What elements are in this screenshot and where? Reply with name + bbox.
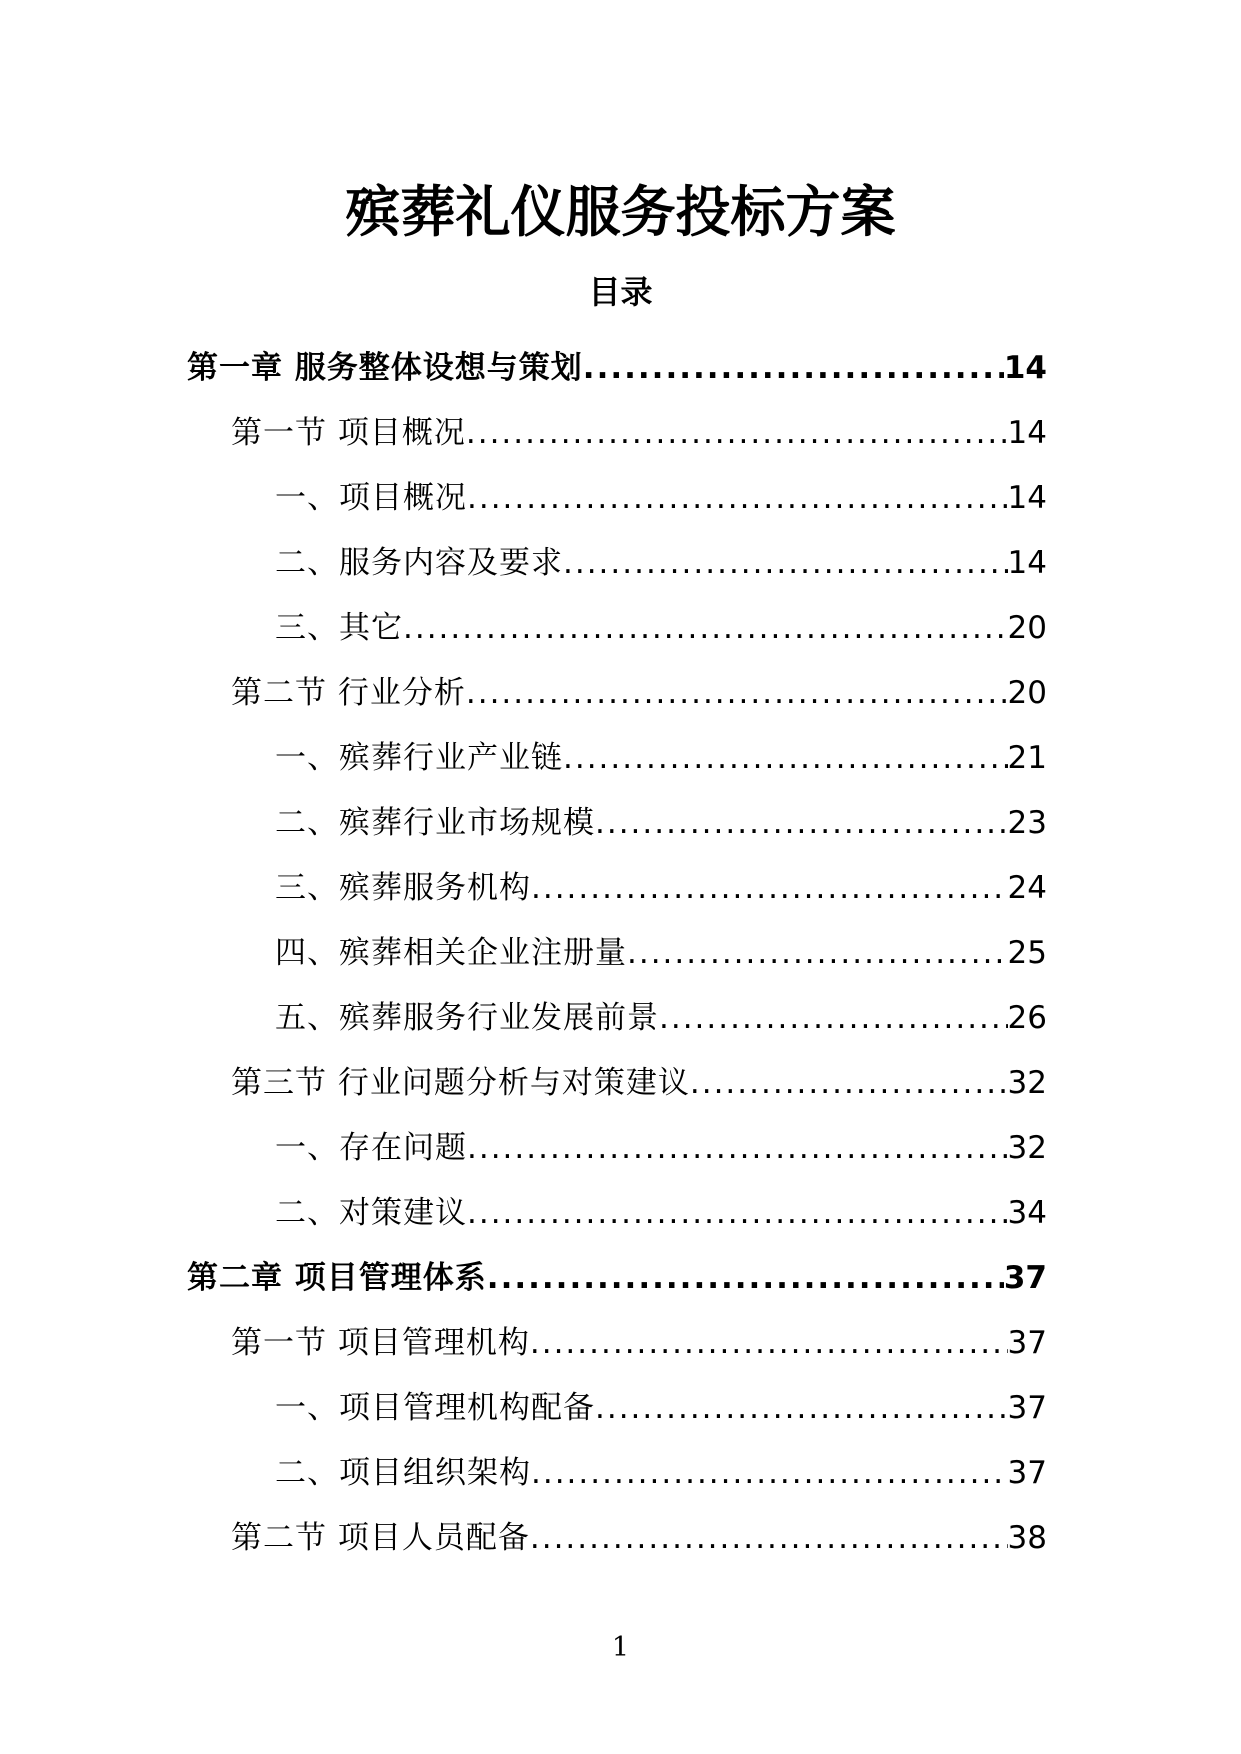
toc-dot-leader bbox=[531, 856, 1008, 921]
toc-entry-section[interactable] bbox=[187, 1311, 1047, 1376]
toc-entry-subsection[interactable] bbox=[187, 466, 1047, 531]
toc-dot-leader bbox=[403, 596, 1008, 661]
toc-entry-page: 24 bbox=[1007, 870, 1047, 906]
toc-entry-subsection[interactable] bbox=[187, 791, 1047, 856]
toc-entry-page: 21 bbox=[1007, 740, 1047, 776]
document-title: 殡葬礼仪服务投标方案 bbox=[345, 180, 896, 244]
toc-dot-leader bbox=[627, 921, 1008, 986]
toc-entry-title: 二、对策建议 bbox=[275, 1195, 467, 1231]
toc-dot-leader bbox=[466, 401, 1008, 466]
toc-dot-leader bbox=[583, 336, 1004, 401]
toc-entry-title: 三、殡葬服务机构 bbox=[275, 870, 531, 906]
toc-entry-page: 32 bbox=[1007, 1130, 1047, 1166]
toc-entry-page: 14 bbox=[1007, 415, 1047, 451]
toc-entry-title: 四、殡葬相关企业注册量 bbox=[275, 935, 627, 971]
toc-entry-subsection[interactable] bbox=[187, 1181, 1047, 1246]
toc-dot-leader bbox=[467, 1116, 1008, 1181]
toc-entry-title: 第二章 项目管理体系 bbox=[187, 1260, 487, 1296]
toc-entry-title: 二、项目组织架构 bbox=[275, 1455, 531, 1491]
toc-entry-page: 37 bbox=[1003, 1260, 1047, 1296]
toc-dot-leader bbox=[563, 726, 1008, 791]
toc-entry-title: 第三节 行业问题分析与对策建议 bbox=[231, 1065, 690, 1101]
toc-entry-page: 26 bbox=[1007, 1000, 1047, 1036]
toc-entry-subsection[interactable] bbox=[187, 596, 1047, 661]
toc-entry-subsection[interactable] bbox=[187, 1116, 1047, 1181]
toc-entry-subsection[interactable] bbox=[187, 921, 1047, 986]
toc-entry-title: 五、殡葬服务行业发展前景 bbox=[275, 1000, 659, 1036]
toc-dot-leader bbox=[530, 1506, 1008, 1571]
toc-dot-leader bbox=[595, 791, 1008, 856]
toc-dot-leader bbox=[659, 986, 1008, 1051]
toc-entry-title: 一、项目概况 bbox=[275, 480, 467, 516]
toc-entry-subsection[interactable] bbox=[187, 1441, 1047, 1506]
toc-entry-section[interactable] bbox=[187, 401, 1047, 466]
toc-entry-title: 第二节 行业分析 bbox=[231, 675, 466, 711]
toc-dot-leader bbox=[487, 1246, 1004, 1311]
toc-dot-leader bbox=[467, 466, 1008, 531]
toc-entry-title: 一、存在问题 bbox=[275, 1130, 467, 1166]
toc-entry-page: 25 bbox=[1007, 935, 1047, 971]
toc-entry-page: 20 bbox=[1007, 610, 1047, 646]
toc-entry-title: 三、其它 bbox=[275, 610, 403, 646]
toc-entry-subsection[interactable] bbox=[187, 531, 1047, 596]
toc-entry-section[interactable] bbox=[187, 661, 1047, 726]
toc-entry-chapter[interactable] bbox=[187, 336, 1047, 401]
toc-dot-leader bbox=[531, 1441, 1008, 1506]
toc-dot-leader bbox=[595, 1376, 1008, 1441]
toc-entry-page: 14 bbox=[1007, 480, 1047, 516]
toc-entry-page: 37 bbox=[1007, 1455, 1047, 1491]
toc-entry-title: 二、殡葬行业市场规模 bbox=[275, 805, 595, 841]
toc-dot-leader bbox=[530, 1311, 1008, 1376]
toc-dot-leader bbox=[563, 531, 1008, 596]
toc-entry-subsection[interactable] bbox=[187, 986, 1047, 1051]
toc-entry-title: 第二节 项目人员配备 bbox=[231, 1520, 530, 1556]
toc-entry-page: 14 bbox=[1007, 545, 1047, 581]
toc-entry-subsection[interactable] bbox=[187, 1376, 1047, 1441]
toc-entry-page: 20 bbox=[1007, 675, 1047, 711]
toc-heading: 目录 bbox=[588, 273, 653, 311]
toc-entry-section[interactable] bbox=[187, 1506, 1047, 1571]
toc-entry-page: 23 bbox=[1007, 805, 1047, 841]
toc-entry-section[interactable] bbox=[187, 1051, 1047, 1116]
toc-entry-page: 37 bbox=[1007, 1325, 1047, 1361]
toc-entry-subsection[interactable] bbox=[187, 726, 1047, 791]
toc-dot-leader bbox=[467, 1181, 1008, 1246]
toc-entry-page: 34 bbox=[1007, 1195, 1047, 1231]
toc-entry-page: 38 bbox=[1007, 1520, 1047, 1556]
toc-entry-chapter[interactable] bbox=[187, 1246, 1047, 1311]
toc-entry-page: 37 bbox=[1007, 1390, 1047, 1426]
toc-entry-page: 14 bbox=[1003, 350, 1047, 386]
toc-entry-title: 二、服务内容及要求 bbox=[275, 545, 563, 581]
toc-entry-page: 32 bbox=[1007, 1065, 1047, 1101]
toc-dot-leader bbox=[466, 661, 1008, 726]
table-of-contents bbox=[187, 336, 1047, 1571]
toc-entry-subsection[interactable] bbox=[187, 856, 1047, 921]
toc-entry-title: 一、项目管理机构配备 bbox=[275, 1390, 595, 1426]
toc-entry-title: 第一章 服务整体设想与策划 bbox=[187, 350, 583, 386]
page-number: 1 bbox=[611, 1632, 630, 1663]
toc-dot-leader bbox=[690, 1051, 1008, 1116]
toc-entry-title: 第一节 项目概况 bbox=[231, 415, 466, 451]
toc-entry-title: 一、殡葬行业产业链 bbox=[275, 740, 563, 776]
toc-entry-title: 第一节 项目管理机构 bbox=[231, 1325, 530, 1361]
